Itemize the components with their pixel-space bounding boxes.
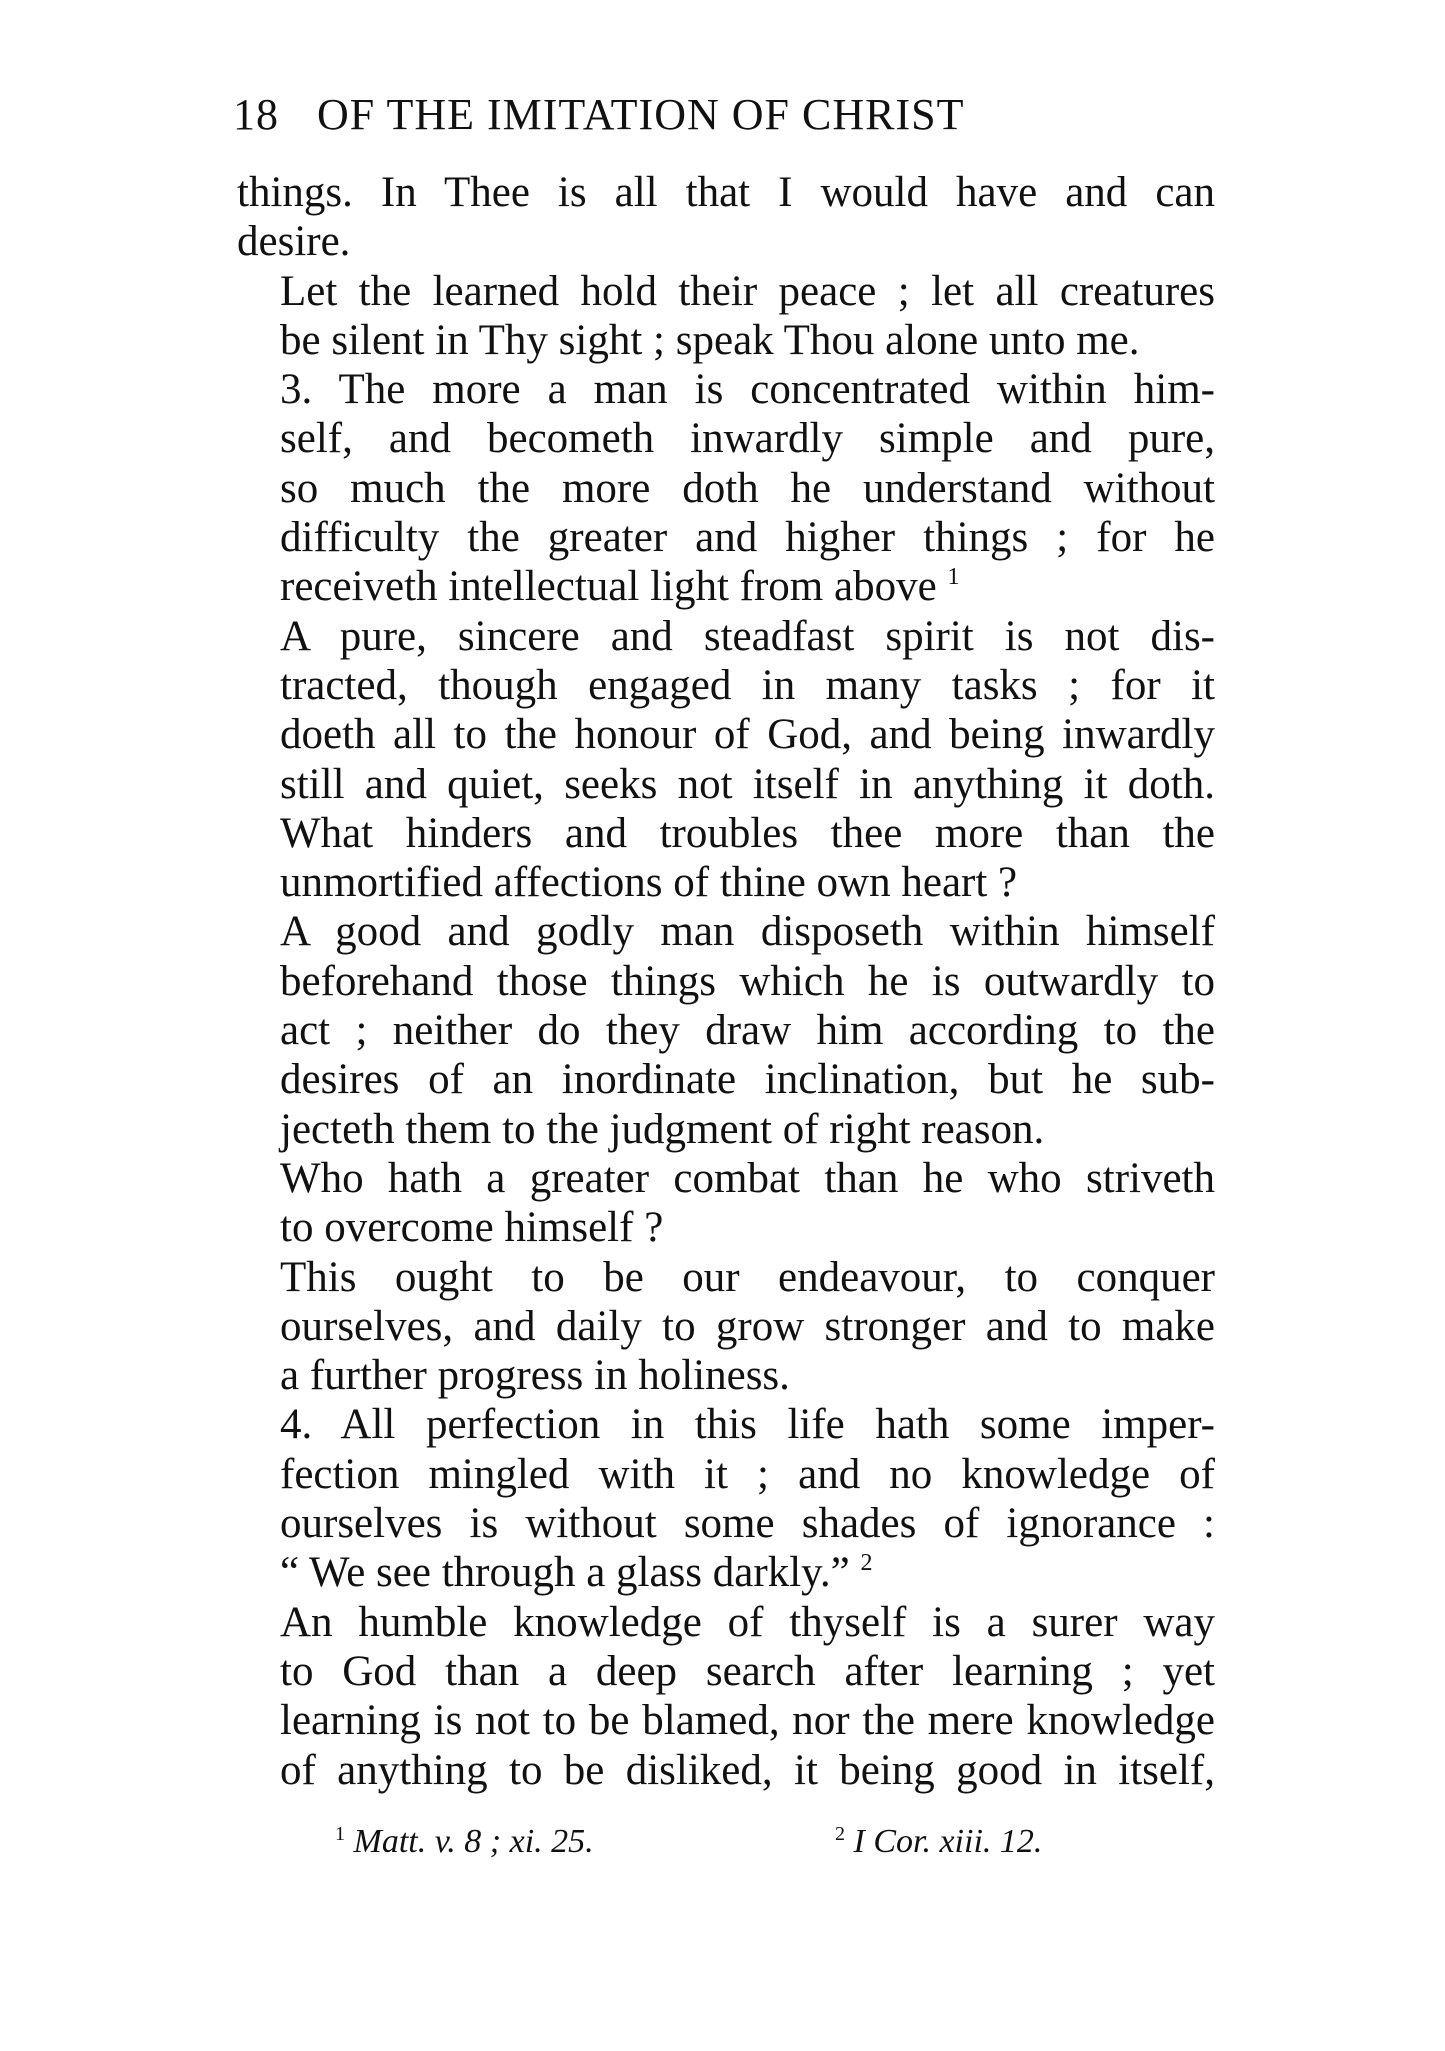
text-line: 3. The more a man is concentrated within him- (280, 366, 1215, 414)
text-line: An humble knowledge of thyself is a surer way (280, 1598, 1215, 1646)
text-line: desires of an inordinate inclination, but he sub- (280, 1056, 1215, 1104)
running-header (233, 88, 1213, 142)
text-line: desire. (237, 218, 351, 266)
text-line: jecteth them to the judgment of right reason. (280, 1105, 1045, 1153)
footnote (335, 1822, 835, 1862)
text-line: A pure, sincere and steadfast spirit is not dis- (280, 612, 1215, 660)
text-line (237, 1548, 1215, 1597)
paragraph (237, 365, 1215, 611)
paragraph (237, 1400, 1215, 1597)
text-line: to God than a deep search after learning ; yet (280, 1647, 1215, 1695)
running-title: OF THE IMITATION OF CHRIST (317, 90, 965, 139)
text-line: A good and godly man disposeth within himself (280, 908, 1215, 956)
text-line-content: receiveth intellectual light from above (280, 563, 937, 611)
text-line: a further progress in holiness. (280, 1352, 790, 1400)
text-line: beforehand those things which he is outwardly to (280, 957, 1215, 1005)
text-line: to overcome himself ? (280, 1204, 664, 1252)
paragraph (237, 267, 1215, 366)
footnote-text: Matt. v. 8 ; xi. 25. (353, 1823, 594, 1860)
text-line: difficulty the greater and higher things ; for he (280, 514, 1215, 562)
paragraph (237, 168, 1215, 267)
text-line (237, 562, 1215, 611)
text-line: doeth all to the honour of God, and being inwardly (280, 711, 1215, 759)
paragraph (237, 809, 1215, 908)
footnote-mark: 1 (335, 1823, 345, 1845)
footnote-reference: 1 (947, 564, 960, 591)
text-line: so much the more doth he understand without (280, 464, 1215, 512)
text-line: unmortified affections of thine own heart ? (280, 859, 1018, 907)
text-line: of anything to be disliked, it being good in itself, (280, 1746, 1215, 1794)
text-line: still and quiet, seeks not itself in anything it doth. (280, 760, 1215, 808)
text-line: ourselves is without some shades of ignorance : (280, 1500, 1215, 1548)
text-line: learning is not to be blamed, nor the mere knowledge (280, 1697, 1215, 1745)
footnote-reference: 2 (860, 1550, 873, 1577)
text-line: Who hath a greater combat than he who striveth (280, 1154, 1215, 1202)
body-text (237, 168, 1215, 1795)
paragraph (237, 1253, 1215, 1401)
text-line: act ; neither do they draw him according to the (280, 1007, 1215, 1055)
paragraph (237, 1154, 1215, 1253)
footnote (835, 1822, 1042, 1862)
text-line: self, and becometh inwardly simple and pure, (280, 415, 1215, 463)
paragraph (237, 612, 1215, 809)
text-line: tracted, though engaged in many tasks ; for it (280, 661, 1215, 709)
footnote-text: I Cor. xiii. 12. (853, 1823, 1043, 1860)
text-line: things. In Thee is all that I would have and can (237, 169, 1215, 216)
footnotes (335, 1822, 1215, 1862)
text-line: fection mingled with it ; and no knowledge of (280, 1450, 1215, 1498)
text-line: This ought to be our endeavour, to conquer (280, 1253, 1215, 1301)
text-line: ourselves, and daily to grow stronger and to make (280, 1302, 1215, 1350)
paragraph (237, 907, 1215, 1153)
text-line-content: “ We see through a glass darkly.” (280, 1549, 850, 1597)
page-number: 18 (233, 90, 279, 139)
text-line: Let the learned hold their peace ; let all creatures (280, 267, 1215, 315)
paragraph (237, 1598, 1215, 1795)
text-line: be silent in Thy sight ; speak Thou alone unto me. (280, 316, 1140, 364)
text-line: 4. All perfection in this life hath some imper- (280, 1401, 1215, 1449)
text-line: What hinders and troubles thee more than the (280, 809, 1215, 857)
footnote-mark: 2 (835, 1823, 845, 1845)
